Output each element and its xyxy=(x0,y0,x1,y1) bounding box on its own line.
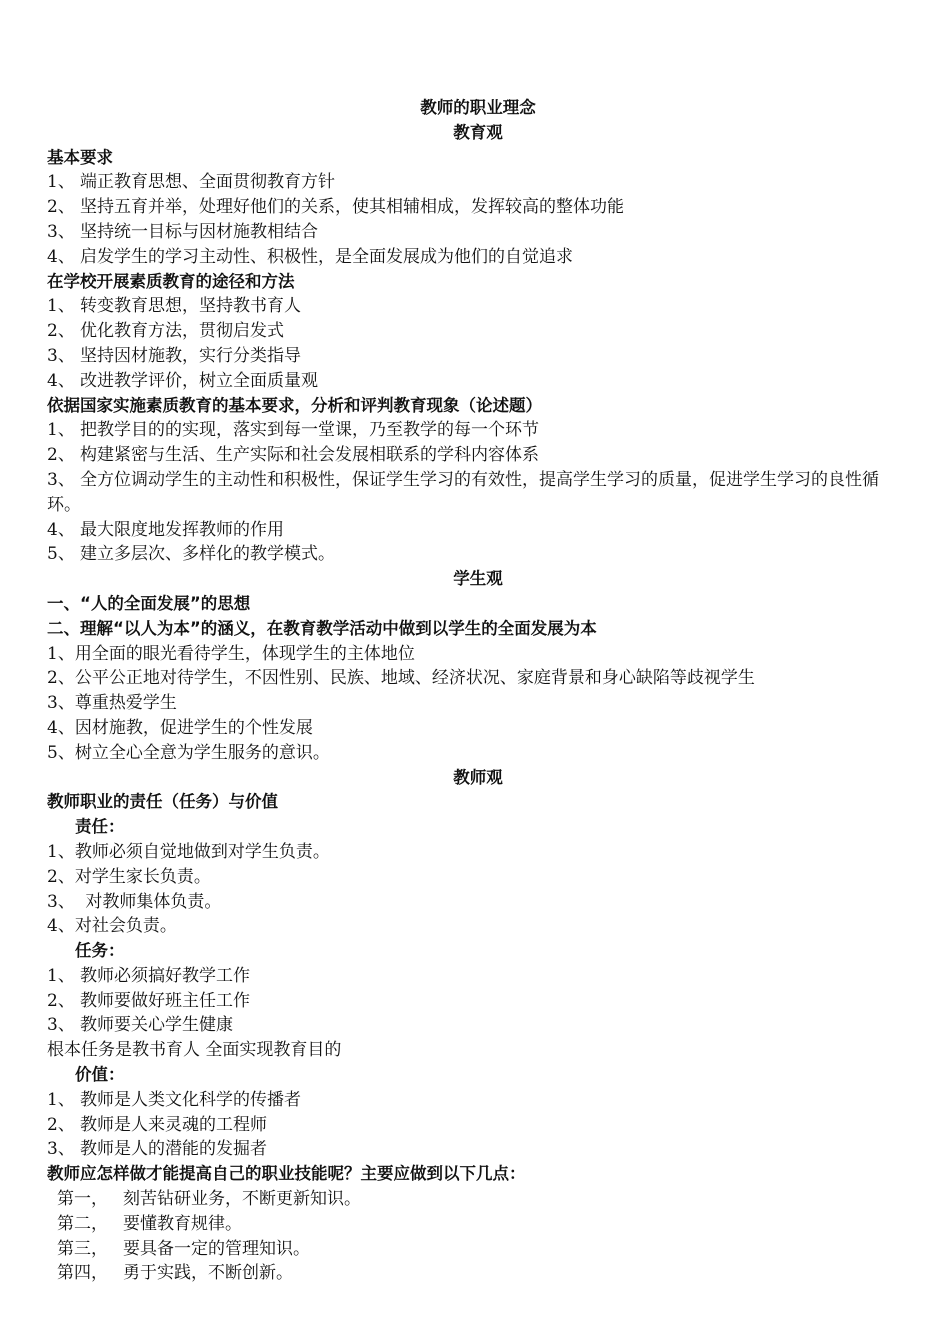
item-text: 转变教育思想，坚持教书育人 xyxy=(80,296,301,317)
list-item xyxy=(47,1113,909,1138)
item-number: 1、 xyxy=(47,965,75,986)
item-text: 对学生家长负责。 xyxy=(74,866,211,887)
item-text: 改进教学评价，树立全面质量观 xyxy=(80,370,318,391)
subheading-teacher-duty: 教师职业的责任（任务）与价值 xyxy=(47,792,278,812)
item-number: 1、 xyxy=(47,172,75,193)
label-responsibility: 责任： xyxy=(75,817,125,837)
item-number: 3、 xyxy=(47,221,75,242)
item-number: 3、 xyxy=(47,469,75,490)
section-heading-student-view: 学生观 xyxy=(453,569,503,589)
list-item xyxy=(47,1187,909,1212)
item-number: 第四， xyxy=(57,1263,108,1284)
item-text: 教师是人来灵魂的工程师 xyxy=(80,1114,267,1135)
label-value: 价值： xyxy=(75,1065,125,1085)
item-text: 刻苦钻研业务，不断更新知识。 xyxy=(123,1189,361,1210)
item-text: 端正教育思想、全面贯彻教育方针 xyxy=(80,172,335,193)
list-item xyxy=(47,468,909,518)
student-view-point-1: 一、“人的全面发展”的思想 xyxy=(47,593,251,613)
item-text: 全方位调动学生的主动性和积极性，保证学生学习的有效性，提高学生学习的质量，促进学生学习的良性循环。 xyxy=(47,469,879,515)
item-text: 因材施教，促进学生的个性发展 xyxy=(74,717,313,738)
item-text: 把教学目的的实现，落实到每一堂课，乃至教学的每一个环节 xyxy=(80,420,539,441)
item-text: 树立全心全意为学生服务的意识。 xyxy=(74,742,330,763)
item-text: 坚持因材施教，实行分类指导 xyxy=(80,345,301,366)
item-text: 尊重热爱学生 xyxy=(74,693,177,714)
item-number: 1、 xyxy=(47,296,75,317)
list-item xyxy=(47,369,909,394)
subheading-basic-requirements: 基本要求 xyxy=(47,147,113,167)
item-number: 1、 xyxy=(47,1089,75,1110)
list-item xyxy=(47,716,909,741)
list-item xyxy=(47,964,909,989)
item-text: 勇于实践，不断创新。 xyxy=(123,1263,293,1284)
item-number: 2、 xyxy=(47,1114,75,1135)
item-number: 4、 xyxy=(47,916,75,937)
list-item xyxy=(47,1212,909,1237)
list-item xyxy=(47,666,909,691)
task-note: 根本任务是教书育人 全面实现教育目的 xyxy=(47,1040,342,1061)
item-number: 2、 xyxy=(47,990,75,1011)
student-view-point-2: 二、理解“以人为本”的涵义，在教育教学活动中做到以学生的全面发展为本 xyxy=(47,618,597,638)
list-item xyxy=(47,220,909,245)
item-text: 启发学生的学习主动性、积极性，是全面发展成为他们的自觉追求 xyxy=(80,246,573,267)
item-number: 第一， xyxy=(57,1189,108,1210)
item-number: 5、 xyxy=(47,544,75,565)
list-item xyxy=(47,865,909,890)
subheading-methods: 在学校开展素质教育的途径和方法 xyxy=(47,271,295,291)
item-number: 第三， xyxy=(57,1238,108,1259)
item-text: 教师是人的潜能的发掘者 xyxy=(80,1139,267,1160)
item-number: 2、 xyxy=(47,197,75,218)
item-number: 4、 xyxy=(47,717,75,738)
item-text: 教师必须搞好教学工作 xyxy=(80,965,250,986)
list-item xyxy=(47,642,909,667)
item-number: 3、 xyxy=(47,693,75,714)
item-number: 2、 xyxy=(47,668,75,689)
item-number: 4、 xyxy=(47,370,75,391)
list-item xyxy=(47,1237,909,1262)
item-text: 优化教育方法，贯彻启发式 xyxy=(80,321,284,342)
list-item xyxy=(47,1013,909,1038)
item-number: 4、 xyxy=(47,246,75,267)
list-item xyxy=(47,914,909,939)
label-task: 任务： xyxy=(75,941,125,961)
item-number: 1、 xyxy=(47,841,75,862)
list-item xyxy=(47,170,909,195)
list-item xyxy=(47,1088,909,1113)
list-item xyxy=(47,741,909,766)
item-text: 教师要做好班主任工作 xyxy=(80,990,250,1011)
list-item xyxy=(47,989,909,1014)
item-text: 要懂教育规律。 xyxy=(123,1213,242,1234)
list-item xyxy=(47,518,909,543)
list-item xyxy=(47,195,909,220)
subheading-analysis: 依据国家实施素质教育的基本要求，分析和评判教育现象（论述题） xyxy=(47,395,542,415)
item-text: 教师是人类文化科学的传播者 xyxy=(80,1089,301,1110)
item-number: 2、 xyxy=(47,445,75,466)
list-item xyxy=(47,344,909,369)
item-text: 建立多层次、多样化的教学模式。 xyxy=(80,544,335,565)
list-item xyxy=(47,691,909,716)
item-number: 1、 xyxy=(47,420,75,441)
list-item xyxy=(47,443,909,468)
list-item xyxy=(47,840,909,865)
item-number: 5、 xyxy=(47,742,75,763)
item-text: 坚持统一目标与因材施教相结合 xyxy=(80,221,318,242)
list-item xyxy=(47,1137,909,1162)
item-number: 3、 xyxy=(47,345,75,366)
list-item xyxy=(47,1261,909,1286)
list-item xyxy=(47,418,909,443)
list-item xyxy=(47,319,909,344)
item-text: 坚持五育并举，处理好他们的关系，使其相辅相成，发挥较高的整体功能 xyxy=(80,197,624,218)
section-heading-teacher-view: 教师观 xyxy=(453,767,503,787)
item-number: 1、 xyxy=(47,643,75,664)
list-item xyxy=(47,294,909,319)
item-text: 对社会负责。 xyxy=(74,916,177,937)
item-text: 要具备一定的管理知识。 xyxy=(123,1238,310,1259)
item-text: 教师要关心学生健康 xyxy=(80,1015,233,1036)
document-title: 教师的职业理念 xyxy=(420,98,536,117)
item-text: 对教师集体负责。 xyxy=(80,891,222,912)
item-number: 3、 xyxy=(47,891,75,912)
list-item xyxy=(47,542,909,567)
subheading-improve-skills: 教师应怎样做才能提高自己的职业技能呢？主要应做到以下几点： xyxy=(47,1164,526,1184)
item-text: 教师必须自觉地做到对学生负责。 xyxy=(74,841,330,862)
item-text: 公平公正地对待学生，不因性别、民族、地域、经济状况、家庭背景和身心缺陷等歧视学生 xyxy=(74,668,755,689)
item-number: 3、 xyxy=(47,1015,75,1036)
list-item xyxy=(47,245,909,270)
item-text: 用全面的眼光看待学生，体现学生的主体地位 xyxy=(74,643,415,664)
list-item xyxy=(47,890,909,915)
item-number: 2、 xyxy=(47,866,75,887)
document-body xyxy=(47,96,909,1286)
item-number: 4、 xyxy=(47,519,75,540)
section-heading-education-view: 教育观 xyxy=(453,122,503,142)
item-number: 3、 xyxy=(47,1139,75,1160)
item-number: 第二， xyxy=(57,1213,108,1234)
item-number: 2、 xyxy=(47,321,75,342)
item-text: 最大限度地发挥教师的作用 xyxy=(80,519,284,540)
item-text: 构建紧密与生活、生产实际和社会发展相联系的学科内容体系 xyxy=(80,445,539,466)
